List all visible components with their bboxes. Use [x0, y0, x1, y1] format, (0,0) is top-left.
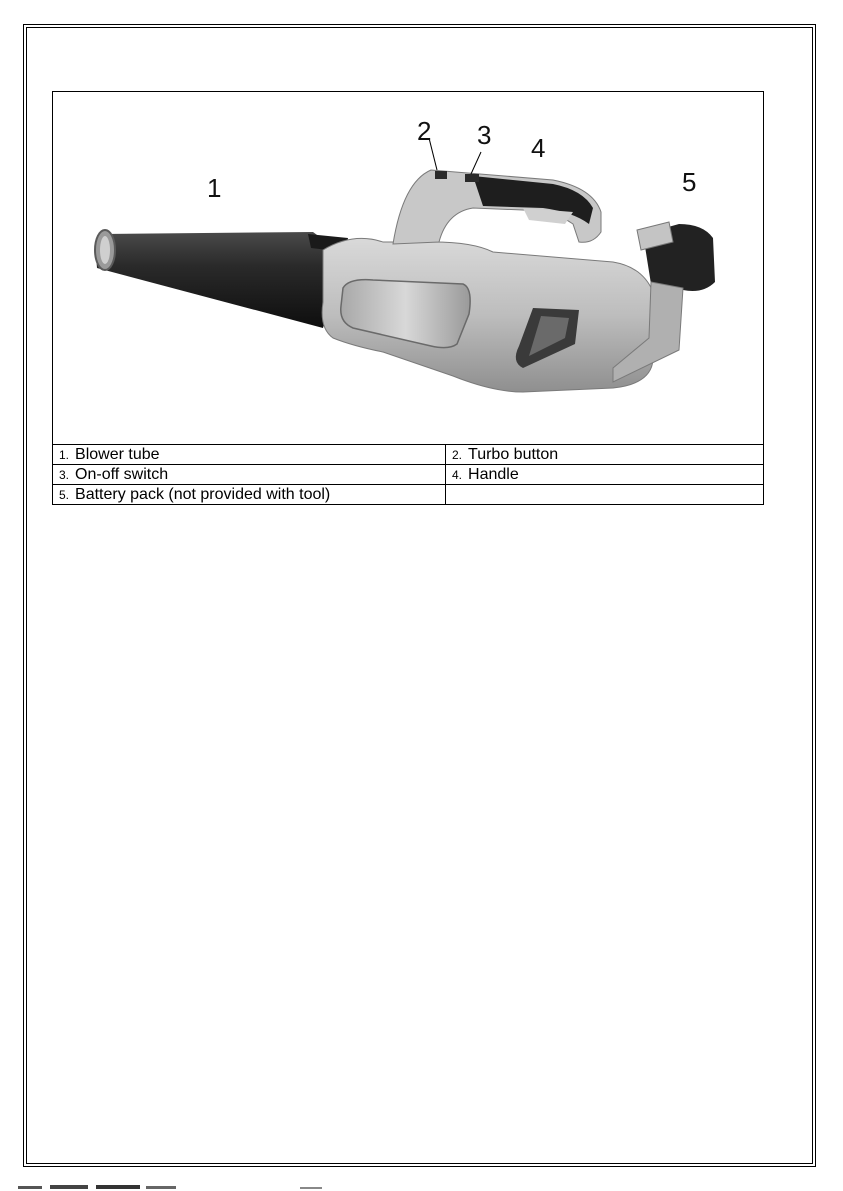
callout-5: 5: [682, 167, 697, 197]
table-row: [53, 445, 764, 465]
handle-shape: [393, 170, 601, 244]
blower-illustration: [53, 92, 765, 445]
item-number: 2.: [452, 447, 463, 462]
callout-1: 1: [207, 173, 222, 203]
turbo-button-shape: [435, 171, 447, 179]
callout-3: 3: [477, 120, 492, 150]
item-label: Battery pack (not provided with tool): [75, 485, 331, 503]
product-figure: [52, 91, 764, 444]
table-cell: [446, 465, 764, 485]
callout-2: 2: [417, 116, 432, 146]
blower-body-shape: [322, 238, 653, 392]
item-number: 1.: [59, 447, 70, 462]
item-label: Handle: [468, 465, 519, 483]
table-cell: [446, 445, 764, 465]
item-number: 4.: [452, 467, 463, 482]
switch-shape: [465, 174, 479, 182]
parts-table: [52, 444, 764, 505]
table-cell: [446, 485, 764, 505]
table-row: [53, 465, 764, 485]
item-label: On-off switch: [75, 465, 169, 483]
item-label: Blower tube: [75, 445, 160, 463]
table-cell: [53, 485, 446, 505]
table-cell: [53, 445, 446, 465]
table-cell: [53, 465, 446, 485]
item-label: Turbo button: [468, 445, 559, 463]
blower-tube-shape: [95, 230, 348, 328]
item-number: 5.: [59, 487, 70, 502]
item-number: 3.: [59, 467, 70, 482]
callout-4: 4: [531, 133, 546, 163]
table-row: [53, 485, 764, 505]
scan-artifact: [0, 1183, 843, 1191]
